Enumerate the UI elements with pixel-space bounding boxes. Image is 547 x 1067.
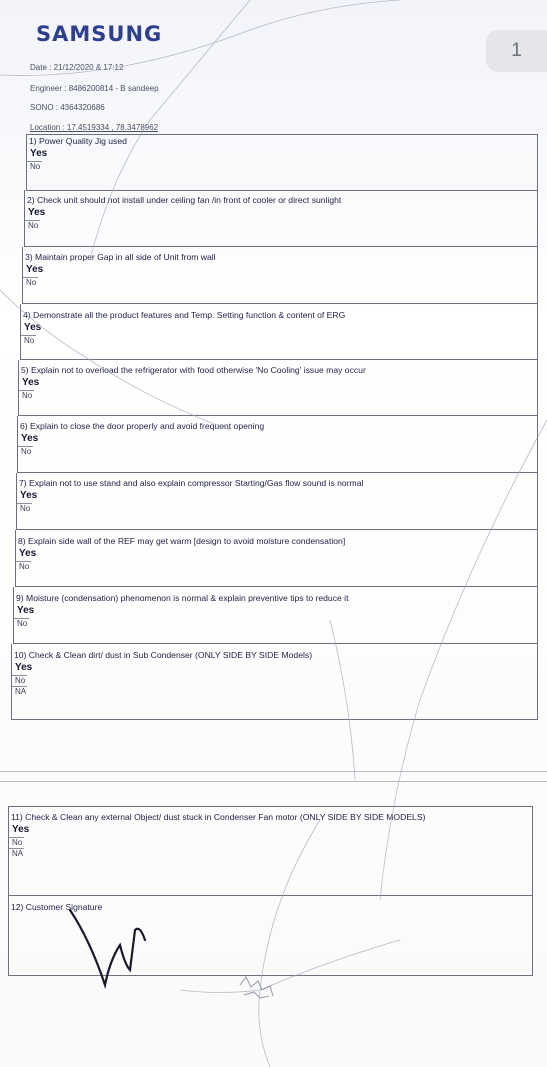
option-yes[interactable]: Yes (19, 548, 37, 559)
option-na[interactable]: NA (9, 848, 24, 859)
option-no[interactable]: No (27, 161, 42, 172)
question-9 (13, 587, 538, 644)
option-no[interactable]: No (23, 277, 38, 288)
question-label: 4) Demonstrate all the product features and Temp. Setting function & content of ERG (23, 310, 346, 320)
question-label: 12) Customer Signature (11, 902, 103, 912)
location-line: Location : 17.4519334 , 78.3478962 (30, 123, 159, 132)
question-10 (11, 644, 538, 720)
question-1 (26, 134, 538, 191)
option-na[interactable]: NA (12, 686, 27, 697)
option-yes[interactable]: Yes (22, 377, 40, 388)
option-no[interactable]: No (18, 446, 33, 457)
question-3 (22, 247, 538, 304)
question-label: 9) Moisture (condensation) phenomenon is normal & explain preventive tips to reduce it (16, 593, 349, 603)
option-yes[interactable]: Yes (26, 264, 44, 275)
question-label: 10) Check & Clean dirt/ dust in Sub Condenser (ONLY SIDE BY SIDE Models) (14, 650, 313, 660)
question-7 (16, 473, 538, 530)
option-yes[interactable]: Yes (20, 490, 38, 501)
engineer-line: Engineer : 8486200814 - B sandeep (30, 84, 159, 93)
question-label: 11) Check & Clean any external Object/ dust stuck in Condenser Fan motor (ONLY SIDE BY SIDE MODELS) (11, 812, 426, 822)
option-no[interactable]: No (14, 618, 29, 629)
page-break-line (0, 771, 547, 772)
option-yes[interactable]: Yes (17, 605, 35, 616)
question-label: 2) Check unit should not install under ceiling fan /in front of cooler or direct sunlight (27, 195, 342, 205)
option-no[interactable]: No (17, 503, 32, 514)
option-yes[interactable]: Yes (15, 662, 33, 673)
question-5 (18, 360, 538, 416)
question-2 (24, 190, 538, 247)
question-label: 8) Explain side wall of the REF may get warm [design to avoid moisture condensation] (18, 536, 346, 546)
page-break-line (0, 781, 547, 782)
question-8 (15, 530, 538, 587)
option-yes[interactable]: Yes (21, 433, 39, 444)
question-label: 6) Explain to close the door properly and avoid frequent opening (20, 421, 265, 431)
option-yes[interactable]: Yes (30, 148, 48, 159)
question-label: 3) Maintain proper Gap in all side of Unit from wall (25, 252, 216, 262)
question-label: 1) Power Quality Jig used (29, 136, 127, 146)
date-line: Date : 21/12/2020 & 17:12 (30, 63, 124, 72)
sono-line: SONO : 4364320686 (30, 103, 105, 112)
option-no[interactable]: No (21, 335, 36, 346)
option-no[interactable]: No (19, 390, 34, 401)
question-label: 5) Explain not to overload the refrigerator with food otherwise 'No Cooling' issue may occur (21, 365, 366, 375)
option-no[interactable]: No (9, 837, 24, 848)
customer-signature (60, 900, 170, 990)
question-label: 7) Explain not to use stand and also explain compressor Starting/Gas flow sound is normal (19, 478, 364, 488)
question-11 (8, 806, 533, 896)
option-yes[interactable]: Yes (28, 207, 46, 218)
option-no[interactable]: No (16, 561, 31, 572)
page-number-badge[interactable]: 1 (486, 30, 547, 72)
question-4 (20, 304, 538, 360)
option-yes[interactable]: Yes (24, 322, 42, 333)
option-no[interactable]: No (25, 220, 40, 231)
question-6 (17, 416, 538, 473)
option-no[interactable]: No (12, 675, 27, 686)
samsung-logo: SAMSUNG (36, 22, 163, 46)
option-yes[interactable]: Yes (12, 824, 30, 835)
